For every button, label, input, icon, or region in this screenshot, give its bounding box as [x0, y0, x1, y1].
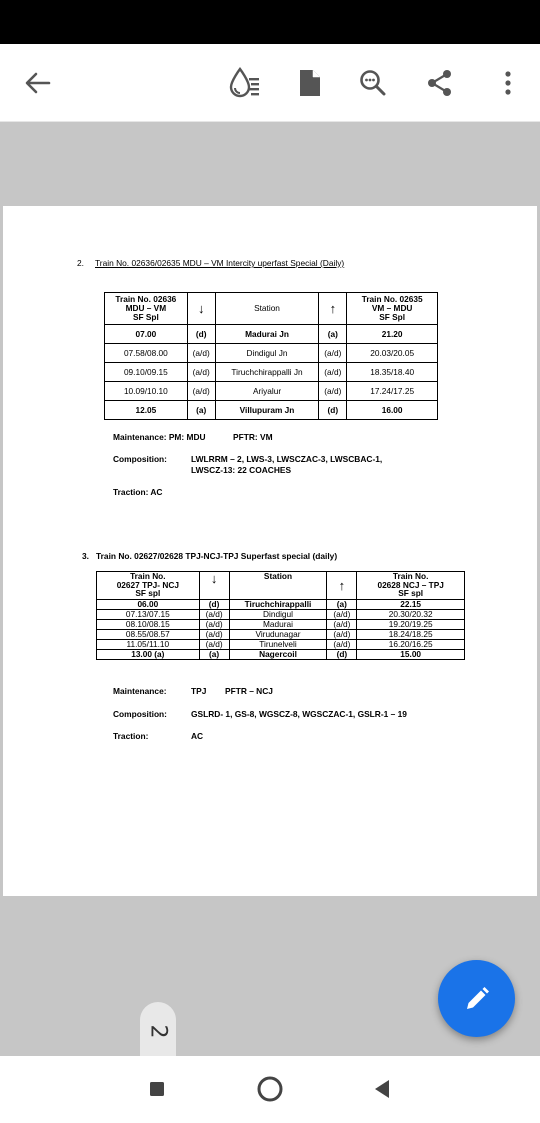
table-row [105, 363, 438, 382]
station-name: Madurai [229, 620, 327, 630]
code: (a/d) [199, 630, 229, 640]
down-arrow-icon: ↓ [187, 293, 215, 325]
table-row [97, 620, 465, 630]
table-row [105, 325, 438, 344]
arr-time: 19.20/19.25 [357, 620, 465, 630]
dep-time: 07.13/07.15 [97, 610, 200, 620]
code: (d) [187, 325, 215, 344]
dep-time: 12.05 [105, 401, 188, 420]
header-line: Train No. [130, 571, 166, 581]
document-icon [297, 68, 323, 98]
pftr-text: PFTR: VM [233, 432, 273, 442]
back-button[interactable] [18, 63, 58, 103]
station-name: Madurai Jn [215, 325, 319, 344]
station-name: Dindigul Jn [215, 344, 319, 363]
code: (a) [319, 325, 347, 344]
code: (a/d) [319, 382, 347, 401]
share-icon [425, 68, 455, 98]
header-right [347, 293, 438, 325]
header-line: Train No. [392, 571, 429, 581]
code: (a) [199, 650, 229, 660]
arrow-left-icon [23, 68, 53, 98]
zoom-icon [358, 68, 388, 98]
page-number-indicator[interactable] [140, 1002, 176, 1056]
code: (a) [187, 401, 215, 420]
dep-time: 08.55/08.57 [97, 630, 200, 640]
station-name: Dindigul [229, 610, 327, 620]
code: (a/d) [199, 620, 229, 630]
code: (d) [199, 600, 229, 610]
station-name: Villupuram Jn [215, 401, 319, 420]
code: (a/d) [327, 630, 357, 640]
station-name: Tiruchchirappalli Jn [215, 363, 319, 382]
maintenance-label: Maintenance: [113, 686, 167, 696]
header-line: Train No. 02635 [361, 294, 423, 305]
pftr-text: PFTR – NCJ [225, 686, 273, 696]
recents-square-icon [149, 1081, 165, 1097]
code: (d) [319, 401, 347, 420]
station-name: Tirunelveli [229, 640, 327, 650]
toolbar [0, 44, 540, 122]
timetable-02636 [104, 292, 438, 420]
section-title: Train No. 02627/02628 TPJ-NCJ-TPJ Superfast special (daily) [96, 551, 338, 561]
arr-time: 17.24/17.25 [347, 382, 438, 401]
dep-time: 10.09/10.10 [105, 382, 188, 401]
system-nav-bar [0, 1056, 540, 1123]
section-2-heading [77, 258, 344, 268]
maintenance-value: TPJ [191, 686, 207, 696]
table-row [105, 401, 438, 420]
page-number: 2 [145, 1024, 171, 1038]
header-line: VM – MDU [371, 303, 413, 314]
header-line: Train No. 02636 [115, 294, 177, 305]
composition-line: LWSCZ-13: 22 COACHES [191, 465, 292, 475]
code: (a/d) [187, 363, 215, 382]
code: (a/d) [319, 363, 347, 382]
section-3-heading [82, 551, 337, 561]
table-header-row [97, 572, 465, 600]
header-line: 02627 TPJ- NCJ [116, 579, 179, 590]
header-station: Station [229, 572, 327, 600]
station-name: Nagercoil [229, 650, 327, 660]
section-title: Train No. 02636/02635 MDU – VM Intercity uperfast Special (Daily) [95, 258, 345, 268]
arr-time: 20.30/20.32 [357, 610, 465, 620]
traction-value: AC [191, 731, 204, 741]
down-arrow-icon: ↓ [199, 572, 229, 600]
table-row [97, 650, 465, 660]
section-number: 2. [77, 258, 84, 268]
code: (a) [327, 600, 357, 610]
recents-button[interactable] [142, 1074, 172, 1104]
header-line: SF spl [398, 588, 424, 599]
header-left [97, 572, 200, 600]
header-line: SF Spl [132, 311, 159, 322]
arr-time: 15.00 [357, 650, 465, 660]
dep-time: 13.00 (a) [97, 650, 200, 660]
traction-label: Traction: [113, 731, 149, 741]
composition-value: GSLRD- 1, GS-8, WGSCZ-8, WGSCZAC-1, GSLR-1 – 19 [191, 709, 407, 719]
code: (a/d) [327, 620, 357, 630]
share-button[interactable] [420, 63, 460, 103]
code: (a/d) [199, 640, 229, 650]
back-triangle-icon [373, 1079, 391, 1099]
table-row [97, 600, 465, 610]
section-number: 3. [82, 551, 89, 561]
dep-time: 07.00 [105, 325, 188, 344]
pdf-page [3, 206, 537, 896]
code: (a/d) [187, 344, 215, 363]
reading-mode-button[interactable] [225, 63, 265, 103]
edit-fab-button[interactable] [438, 960, 515, 1037]
document-button[interactable] [290, 63, 330, 103]
arr-time: 18.35/18.40 [347, 363, 438, 382]
dep-time: 08.10/08.15 [97, 620, 200, 630]
edit-pencil-icon [462, 984, 492, 1014]
code: (a/d) [199, 610, 229, 620]
dep-time: 09.10/09.15 [105, 363, 188, 382]
arr-time: 21.20 [347, 325, 438, 344]
up-arrow-icon: ↑ [327, 572, 357, 600]
station-name: Virudunagar [229, 630, 327, 640]
code: (a/d) [327, 640, 357, 650]
zoom-button[interactable] [353, 63, 393, 103]
document-viewer[interactable] [0, 122, 540, 1056]
code: (a/d) [187, 382, 215, 401]
arr-time: 16.00 [347, 401, 438, 420]
header-line: SF Spl [379, 311, 406, 322]
up-arrow-icon: ↑ [319, 293, 347, 325]
composition-line: LWLRRM – 2, LWS-3, LWSCZAC-3, LWSCBAC-1, [191, 454, 383, 464]
header-line: MDU – VM [125, 303, 167, 314]
code: (a/d) [319, 344, 347, 363]
table-row [105, 344, 438, 363]
table-header-row [105, 293, 438, 325]
reading-mode-icon [227, 65, 263, 101]
table-row [97, 610, 465, 620]
table-row [97, 640, 465, 650]
station-name: Ariyalur [215, 382, 319, 401]
table-row [105, 382, 438, 401]
code: (d) [327, 650, 357, 660]
home-circle-icon [256, 1075, 284, 1103]
more-options-button[interactable] [488, 63, 528, 103]
arr-time: 18.24/18.25 [357, 630, 465, 640]
header-station: Station [215, 293, 319, 325]
station-name: Tiruchchirappalli [229, 600, 327, 610]
dep-time: 11.05/11.10 [97, 640, 200, 650]
header-line: 02628 NCJ – TPJ [377, 579, 444, 590]
header-line: SF spl [135, 588, 161, 599]
composition-label: Composition: [113, 709, 167, 719]
arr-time: 16.20/16.25 [357, 640, 465, 650]
header-right [357, 572, 465, 600]
traction-text: Traction: AC [113, 487, 163, 497]
maintenance-text: Maintenance: PM: MDU [113, 432, 206, 442]
timetable-02627 [96, 571, 465, 660]
dep-time: 06.00 [97, 600, 200, 610]
code: (a/d) [327, 610, 357, 620]
dep-time: 07.58/08.00 [105, 344, 188, 363]
status-bar [0, 0, 540, 44]
table-row [97, 630, 465, 640]
back-nav-button[interactable] [367, 1074, 397, 1104]
header-left [105, 293, 188, 325]
arr-time: 22.15 [357, 600, 465, 610]
home-button[interactable] [255, 1074, 285, 1104]
composition-label: Composition: [113, 454, 167, 464]
arr-time: 20.03/20.05 [347, 344, 438, 363]
more-vert-icon [503, 68, 513, 98]
